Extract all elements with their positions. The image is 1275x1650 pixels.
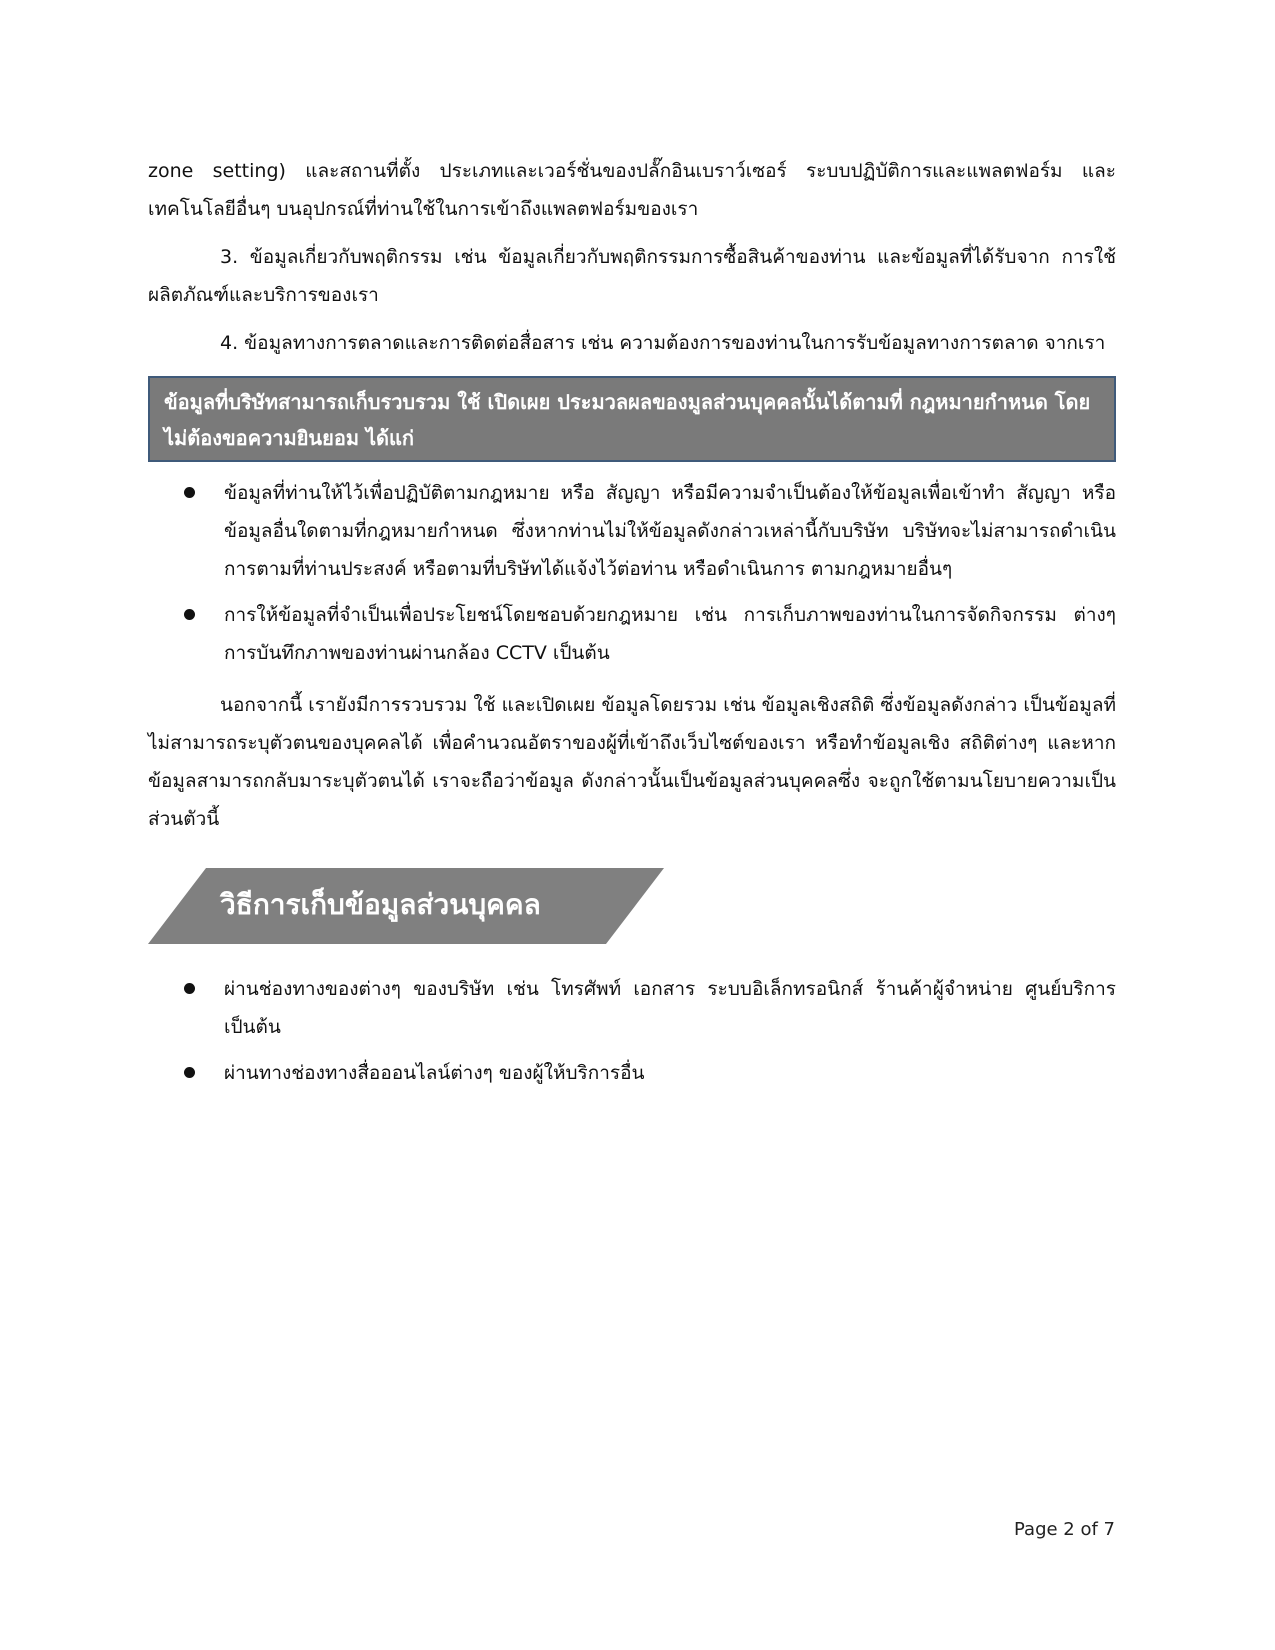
document-page xyxy=(148,152,1116,1100)
section-heading-box: ข้อมูลที่บริษัทสามารถเก็บรวบรวม ใช้ เปิดเผย ประมวลผลของมูลส่วนบุคคลนั้นได้ตามที่ กฎหมายกำหนด โดยไม่ต้องขอความยินยอม ได้แก่ xyxy=(148,376,1116,462)
bullet-icon xyxy=(184,1067,195,1078)
section-banner-title: วิธีการเก็บข้อมูลส่วนบุคคล xyxy=(220,888,541,921)
section-banner xyxy=(148,868,688,944)
list-item-text: ข้อมูลที่ท่านให้ไว้เพื่อปฏิบัติตามกฎหมาย หรือ สัญญา หรือมีความจำเป็นต้องให้ข้อมูลเพื่อเข้าทำ สัญญา หรือข้อมูลอื่นใดตามที่กฎหมายกำหนด ซึ่งหากท่านไม่ให้ข้อมูลดังกล่าวเหล่านี้กับบริษัท บริษัทจะไม่สามารถดำเนินการตามที่ท่านประสงค์ หรือตามที่บริษัทได้แจ้งไว้ต่อท่าน หรือดำเนินการ ตามกฎหมายอื่นๆ xyxy=(224,482,1116,580)
bullet-list-legal-basis xyxy=(148,474,1116,672)
paragraph-device-info: zone setting) และสถานที่ตั้ง ประเภทและเวอร์ชั่นของปลั๊กอินเบราว์เซอร์ ระบบปฏิบัติการและแพลตฟอร์ม และเทคโนโลยีอื่นๆ บนอุปกรณ์ที่ท่านใช้ในการเข้าถึงแพลตฟอร์มของเรา xyxy=(148,160,1116,220)
bullet-list-collection-methods xyxy=(148,970,1116,1092)
paragraph-aggregate-data: นอกจากนี้ เรายังมีการรวบรวม ใช้ และเปิดเผย ข้อมูลโดยรวม เช่น ข้อมูลเชิงสถิติ ซึ่งข้อมูลดังกล่าว เป็นข้อมูลที่ไม่สามารถระบุตัวตนของบุคคลได้ เพื่อคำนวณอัตราของผู้ที่เข้าถึงเว็บไซต์ของเรา หรือทำข้อมูลเชิง สถิติต่างๆ และหากข้อมูลสามารถกลับมาระบุตัวตนได้ เราจะถือว่าข้อมูล ดังกล่าวนั้นเป็นข้อมูลส่วนบุคคลซึ่ง จะถูกใช้ตามนโยบายความเป็นส่วนตัวนี้ xyxy=(148,694,1116,830)
list-item-text: ผ่านช่องทางของต่างๆ ของบริษัท เช่น โทรศัพท์ เอกสาร ระบบอิเล็กทรอนิกส์ ร้านค้าผู้จำหน่าย ศูนย์บริการ เป็นต้น xyxy=(224,978,1116,1038)
list-item xyxy=(148,474,1116,588)
page-number: Page 2 of 7 xyxy=(1014,1519,1115,1540)
list-item-text: การให้ข้อมูลที่จำเป็นเพื่อประโยชน์โดยชอบด้วยกฎหมาย เช่น การเก็บภาพของท่านในการจัดกิจกรรม ต่างๆ การบันทึกภาพของท่านผ่านกล้อง CCTV เป็นต้น xyxy=(224,604,1116,664)
bullet-icon xyxy=(184,983,195,994)
bullet-icon xyxy=(184,487,195,498)
list-item-text: ผ่านทางช่องทางสื่อออนไลน์ต่างๆ ของผู้ให้บริการอื่น xyxy=(224,1062,645,1084)
bullet-icon xyxy=(184,609,195,620)
list-item xyxy=(148,1054,1116,1092)
paragraph-behavior-data: 3. ข้อมูลเกี่ยวกับพฤติกรรม เช่น ข้อมูลเกี่ยวกับพฤติกรรมการซื้อสินค้าของท่าน และข้อมูลที่ได้รับจาก การใช้ผลิตภัณฑ์และบริการของเรา xyxy=(148,246,1116,306)
list-item xyxy=(148,970,1116,1046)
list-item xyxy=(148,596,1116,672)
paragraph-marketing-data: 4. ข้อมูลทางการตลาดและการติดต่อสื่อสาร เช่น ความต้องการของท่านในการรับข้อมูลทางการตลาด จากเรา xyxy=(220,332,1106,354)
